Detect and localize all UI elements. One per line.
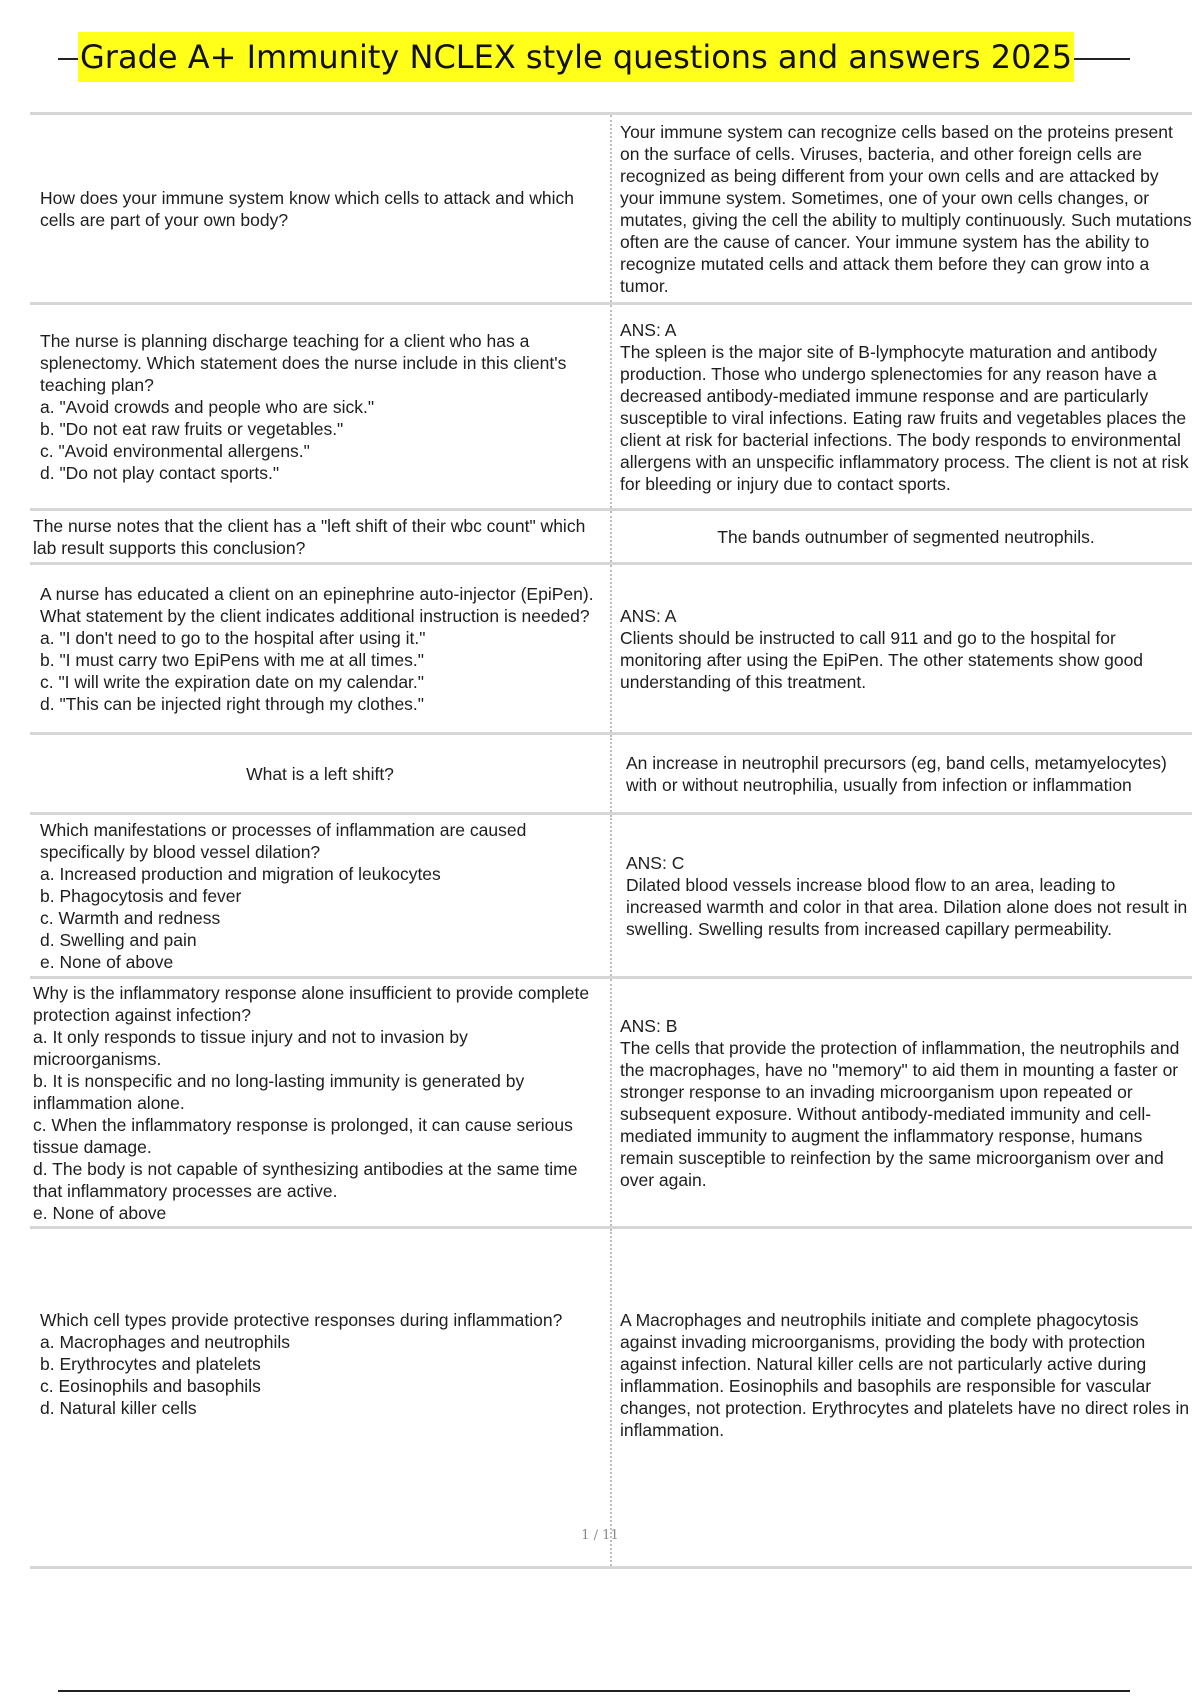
- title-bar: [58, 28, 1130, 88]
- qa-row-7: [30, 976, 1192, 1226]
- option-d: d. "This can be injected right through my clothes.": [40, 693, 425, 714]
- option-b: b. Erythrocytes and platelets: [40, 1354, 261, 1374]
- option-c: c. Eosinophils and basophils: [40, 1376, 261, 1396]
- qa-row-3: [30, 508, 1192, 562]
- question-cell: [30, 735, 610, 812]
- option-c: c. "Avoid environmental allergens.": [40, 440, 310, 461]
- question-text: The nurse notes that the client has a "left shift of their wbc count" which lab result supports this conclusion?: [33, 515, 586, 558]
- answer-cell: [610, 1229, 1192, 1566]
- answer-key: ANS: A: [620, 605, 677, 626]
- answer-cell: [610, 979, 1192, 1226]
- option-a: a. "Avoid crowds and people who are sick.": [40, 396, 375, 417]
- option-b: b. Phagocytosis and fever: [40, 885, 242, 906]
- answer-cell: [610, 815, 1192, 976]
- option-d: d. The body is not capable of synthesizing antibodies at the same time that inflammatory processes are active.: [33, 1158, 578, 1201]
- answer-cell: [610, 735, 1192, 812]
- option-a: a. Macrophages and neutrophils: [40, 1332, 291, 1352]
- question-cell: [30, 511, 610, 562]
- question-cell: [30, 115, 610, 302]
- question-cell: [30, 979, 610, 1226]
- answer-cell: [610, 565, 1192, 732]
- option-a: a. "I don't need to go to the hospital after using it.": [40, 627, 426, 648]
- answer-cell: [610, 115, 1192, 302]
- answer-cell: [610, 511, 1192, 562]
- option-c: c. Warmth and redness: [40, 907, 221, 928]
- option-e: e. None of above: [33, 1202, 167, 1223]
- option-d: d. Swelling and pain: [40, 929, 197, 950]
- question-cell: [30, 1229, 610, 1566]
- option-e: e. None of above: [40, 951, 174, 972]
- question-cell: [30, 565, 610, 732]
- answer-rationale: The cells that provide the protection of inflammation, the neutrophils and the macrophages, have no "memory" to aid them in mounting a faster or stronger response to an invading microorganism upon repeated or subsequent exposure. Without antibody-mediated immunity and cell-mediated immunity to augment the inflammatory response, humans remain susceptible to reinfection by the same microorganism over and over again.: [620, 1037, 1180, 1190]
- option-c: c. "I will write the expiration date on my calendar.": [40, 671, 424, 692]
- option-d: d. Natural killer cells: [40, 1398, 197, 1418]
- answer-cell: [610, 305, 1192, 508]
- qa-row-6: [30, 812, 1192, 976]
- qa-row-4: [30, 562, 1192, 732]
- page-indicator: 1 / 11: [581, 1528, 619, 1543]
- option-b: b. "I must carry two EpiPens with me at all times.": [40, 649, 424, 670]
- question-text: A nurse has educated a client on an epinephrine auto-injector (EpiPen). What statement by the client indicates additional instruction is needed?: [40, 583, 594, 626]
- option-c: c. When the inflammatory response is prolonged, it can cause serious tissue damage.: [33, 1114, 573, 1157]
- answer-rationale: The spleen is the major site of B-lymphocyte maturation and antibody production. Those who undergo splenectomies for any reason have a decreased antibody-mediated immune response and are particularly susceptible to viral infections. Eating raw fruits and vegetables places the client at risk for bacterial infections. The body responds to environmental allergens with an unspecific inflammatory process. The client is not at risk for bleeding or injury due to contact sports.: [620, 341, 1189, 494]
- question-text: Which cell types provide protective responses during inflammation?: [40, 1310, 563, 1330]
- document-title: Grade A+ Immunity NCLEX style questions and answers 2025: [78, 32, 1074, 82]
- answer-rationale: Clients should be instructed to call 911 and go to the hospital for monitoring after using the EpiPen. The other statements show good understanding of this treatment.: [620, 627, 1144, 692]
- question-cell: [30, 305, 610, 508]
- answer-text: A Macrophages and neutrophils initiate and complete phagocytosis against invading microorganisms, providing the body with protection against infection. Natural killer cells are not particularly active during inflammation. Eosinophils and basophils are responsible for vascular changes, not protection. Erythrocytes and platelets have no direct roles in inflammation.: [620, 1310, 1190, 1440]
- answer-text: An increase in neutrophil precursors (eg, band cells, metamyelocytes) with or without neutrophilia, usually from infection or inflammation: [626, 752, 1167, 795]
- qa-row-8: [30, 1229, 1192, 1569]
- answer-rationale: Dilated blood vessels increase blood flow to an area, leading to increased warmth and color in that area. Dilation alone does not result in swelling. Swelling results from increased capillary permeability.: [626, 874, 1188, 939]
- answer-text: The bands outnumber of segmented neutrophils.: [717, 526, 1095, 547]
- answer-key: ANS: B: [620, 1015, 678, 1036]
- qa-row-1: [30, 112, 1192, 302]
- answer-key: ANS: C: [626, 852, 685, 873]
- option-b: b. It is nonspecific and no long-lasting immunity is generated by inflammation alone.: [33, 1070, 525, 1113]
- option-d: d. "Do not play contact sports.": [40, 462, 280, 483]
- qa-row-2: [30, 302, 1192, 508]
- answer-key: ANS: A: [620, 319, 677, 340]
- question-text: How does your immune system know which cells to attack and which cells are part of your own body?: [40, 187, 574, 230]
- question-text: Why is the inflammatory response alone insufficient to provide complete protection against infection?: [33, 982, 590, 1025]
- option-a: a. Increased production and migration of leukocytes: [40, 863, 441, 884]
- question-cell: [30, 815, 610, 976]
- qa-row-5: [30, 732, 1192, 812]
- answer-text: Your immune system can recognize cells based on the proteins present on the surface of cells. Viruses, bacteria, and other foreign cells are recognized as being different from your own cells and are attacked by your immune system. Sometimes, one of your own cells changes, or mutates, giving the cell the ability to multiply continuously. Such mutations often are the cause of cancer. Your immune system has the ability to recognize mutated cells and attack them before they can grow into a tumor.: [620, 121, 1192, 296]
- option-a: a. It only responds to tissue injury and not to invasion by microorganisms.: [33, 1026, 468, 1069]
- question-text: Which manifestations or processes of inflammation are caused specifically by blood vessel dilation?: [40, 819, 527, 862]
- option-b: b. "Do not eat raw fruits or vegetables.": [40, 418, 344, 439]
- question-text: The nurse is planning discharge teaching for a client who has a splenectomy. Which statement does the nurse include in this client's teaching plan?: [40, 330, 567, 395]
- qa-table: [30, 112, 1192, 1569]
- question-text: What is a left shift?: [246, 763, 394, 784]
- bottom-rule: [58, 1690, 1130, 1692]
